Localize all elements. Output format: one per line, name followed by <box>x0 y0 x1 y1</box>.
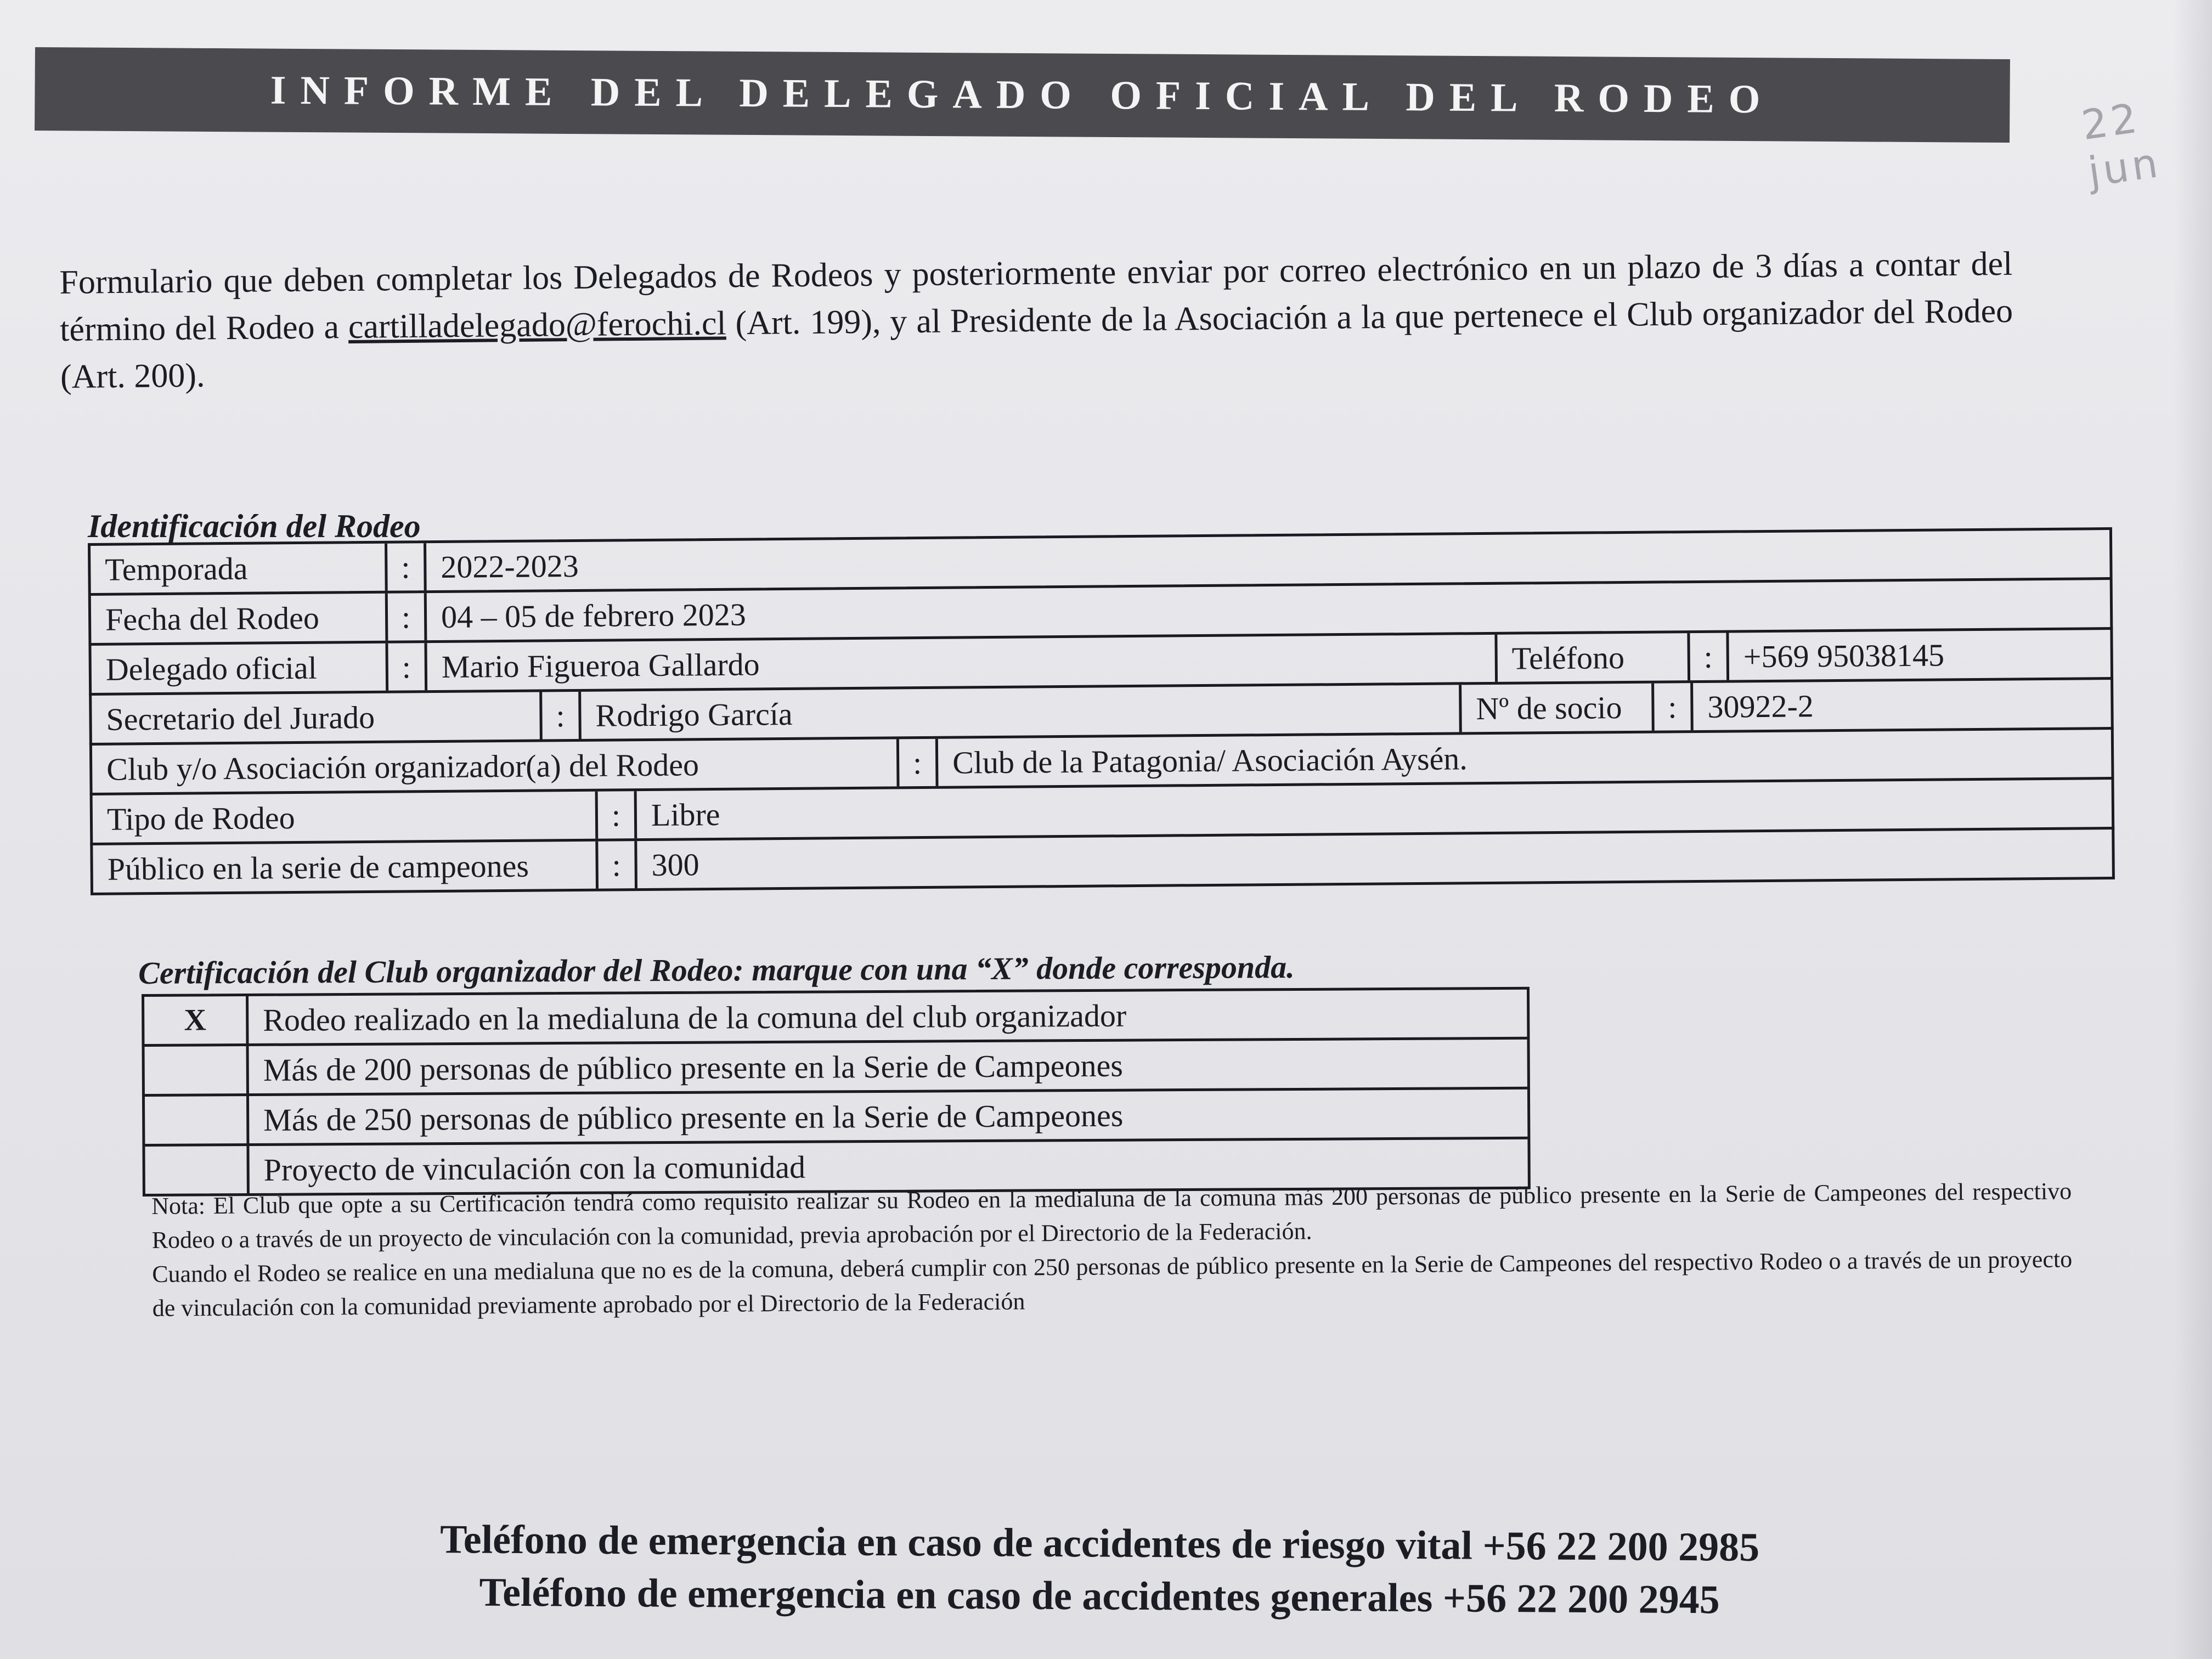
intro-text-end: (Art. 199), y al Presidente de la Asociación a la que pertenece el Club organizador del Rodeo (Art. 200). <box>60 292 2013 396</box>
fecha-label: Fecha del Rodeo <box>91 594 388 643</box>
colon: : <box>388 643 427 691</box>
colon: : <box>598 841 637 889</box>
certification-row <box>145 1040 1527 1097</box>
emergency-line-general: Teléfono de emergencia en caso de accidentes generales +56 22 200 2945 <box>479 1570 1720 1623</box>
certification-table <box>142 987 1531 1197</box>
colon: : <box>899 739 939 787</box>
publico-label: Público en la serie de campeones <box>93 842 599 893</box>
nota-block <box>151 1175 2073 1325</box>
email-link[interactable]: cartilladelegado@ferochi.cl <box>348 304 726 346</box>
checkbox-cell[interactable] <box>145 1096 249 1144</box>
colon: : <box>387 543 427 591</box>
socio-value: 30922-2 <box>1707 687 1814 725</box>
checkbox-cell[interactable]: X <box>144 996 249 1044</box>
tipo-label: Tipo de Rodeo <box>93 792 599 843</box>
socio-label: Nº de socio <box>1462 684 1655 732</box>
title-banner <box>35 47 2010 143</box>
telefono-label: Teléfono <box>1497 633 1690 682</box>
handwritten-margin-note: 22 jun <box>2079 94 2164 196</box>
nota-paragraph-1: Nota: El Club que opte a su Certificación tendrá como requisito realizar su Rodeo en la medialuna de la comuna más 200 personas de público presente en la Serie de Campeones del respectivo Rodeo o a través de un proyecto de vinculación con la comunidad, previa aprobación por el Directorio de la Federación. <box>151 1177 2072 1254</box>
colon: : <box>1690 633 1729 681</box>
colon: : <box>542 692 582 740</box>
identification-title: Identificación del Rodeo <box>88 508 421 544</box>
certification-title: Certificación del Club organizador del Rodeo: marque con una “X” donde corresponda. <box>138 949 1295 991</box>
club-value: Club de la Patagonia/ Asociación Aysén. <box>952 740 1468 781</box>
colon: : <box>598 791 637 839</box>
telefono-value: +569 95038145 <box>1743 636 1945 674</box>
document-title: INFORME DEL DELEGADO OFICIAL DEL RODEO <box>270 67 1775 122</box>
page-edge-shadow <box>2174 0 2212 1659</box>
tipo-value: Libre <box>651 796 720 833</box>
certification-label: Más de 200 personas de público presente en la Serie de Campeones <box>263 1047 1124 1088</box>
certification-label: Rodeo realizado en la medialuna de la comuna del club organizador <box>263 997 1127 1038</box>
temporada-label: Temporada <box>91 544 388 593</box>
temporada-value: 2022-2023 <box>441 548 579 585</box>
intro-paragraph <box>59 240 2013 400</box>
fecha-value: 04 – 05 de febrero 2023 <box>441 596 746 635</box>
certification-label: Más de 250 personas de público presente en la Serie de Campeones <box>263 1097 1124 1138</box>
club-label: Club y/o Asociación organizador(a) del Rodeo <box>92 739 900 793</box>
certification-label: Proyecto de vinculación con la comunidad <box>263 1149 806 1188</box>
nota-paragraph-2: Cuando el Rodeo se realice en una medialuna que no es de la comuna, deberá cumplir con 250 personas de público presente en la Serie de Campeones del respectivo Rodeo o a través de un proyecto de vinculación con la comunidad previamente aprobado por el Directorio de la Federación <box>152 1245 2073 1322</box>
emergency-phones <box>427 1513 1772 1627</box>
intro-text-start: Formulario que deben completar los Delegados de Rodeos y posteriormente enviar por correo electrónico en un plazo de 3 días a contar del término del Rodeo a <box>59 245 2013 348</box>
identification-table <box>88 527 2115 895</box>
colon: : <box>388 593 427 641</box>
secretario-label: Secretario del Jurado <box>92 692 543 743</box>
publico-value: 300 <box>651 846 699 883</box>
colon: : <box>1654 683 1694 731</box>
certification-row <box>145 1090 1527 1147</box>
emergency-line-vital: Teléfono de emergencia en caso de accidentes de riesgo vital +56 22 200 2985 <box>439 1517 1760 1570</box>
checkbox-cell[interactable] <box>145 1046 249 1094</box>
delegado-label: Delegado oficial <box>91 644 388 693</box>
checkbox-cell[interactable] <box>145 1146 249 1194</box>
delegado-value: Mario Figueroa Gallardo <box>427 635 1498 690</box>
certification-row <box>144 990 1527 1047</box>
secretario-value: Rodrigo García <box>581 685 1462 739</box>
